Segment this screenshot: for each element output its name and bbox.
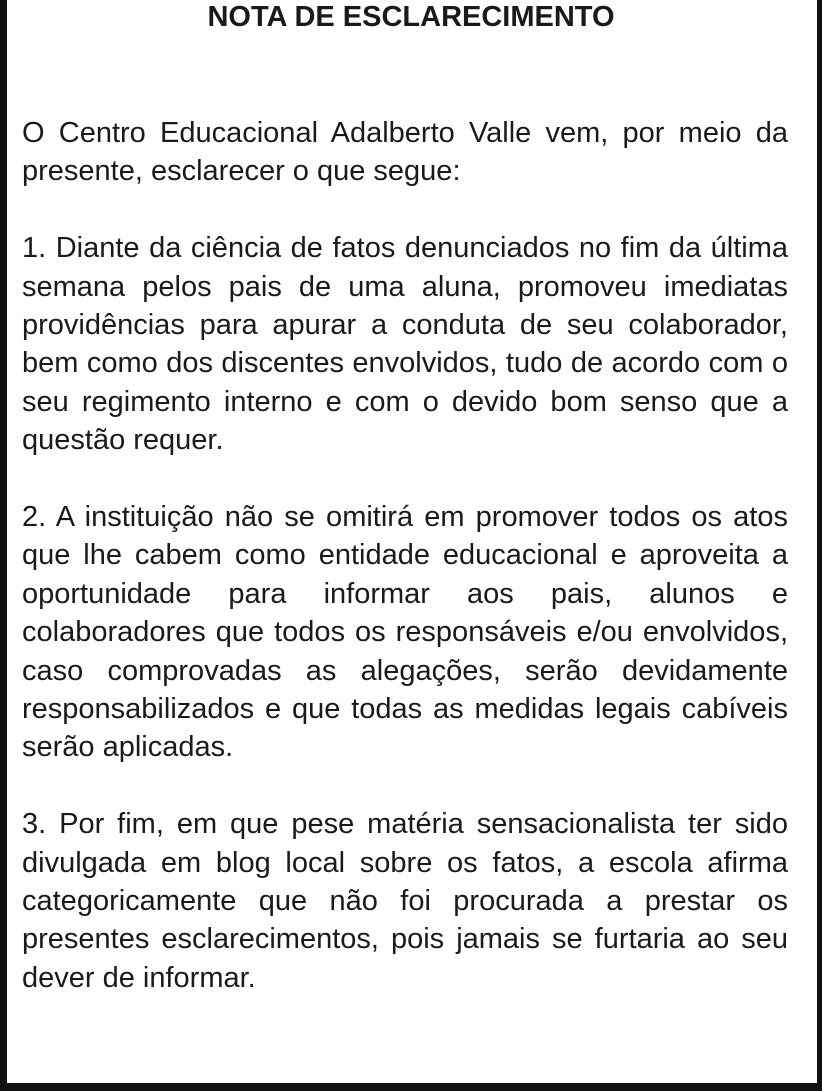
paragraph-3: 3. Por fim, em que pese matéria sensacionalista ter sido divulgada em blog local sobre os fatos, a escola afirma categoricamente que não foi procurada a prestar os presentes esclarecimentos, pois jamais se furtaria ao seu dever de informar. [22,808,788,994]
intro-paragraph: O Centro Educacional Adalberto Valle vem, por meio da presente, esclarecer o que segue: [22,117,788,188]
right-border [817,0,822,1091]
bottom-border [0,1083,822,1091]
paragraph-2: 2. A instituição não se omitirá em promover todos os atos que lhe cabem como entidade educacional e aproveita a oportunidade para informar aos pais, alunos e colaboradores que todos os responsáveis e/ou envolvidos, caso comprovadas as alegações, serão devidamente responsabilizados e que todas as medidas legais cabíveis serão aplicadas. [22,501,788,764]
left-border [0,0,7,1091]
document-body [22,114,788,997]
document-title: NOTA DE ESCLARECIMENTO [207,1,615,33]
paragraph-1: 1. Diante da ciência de fatos denunciados no fim da última semana pelos pais de uma aluna, promoveu imediatas providências para apurar a conduta de seu colaborador, bem como dos discentes envolvidos, tudo de acordo com o seu regimento interno e com o devido bom senso que a questão requer. [22,232,788,457]
